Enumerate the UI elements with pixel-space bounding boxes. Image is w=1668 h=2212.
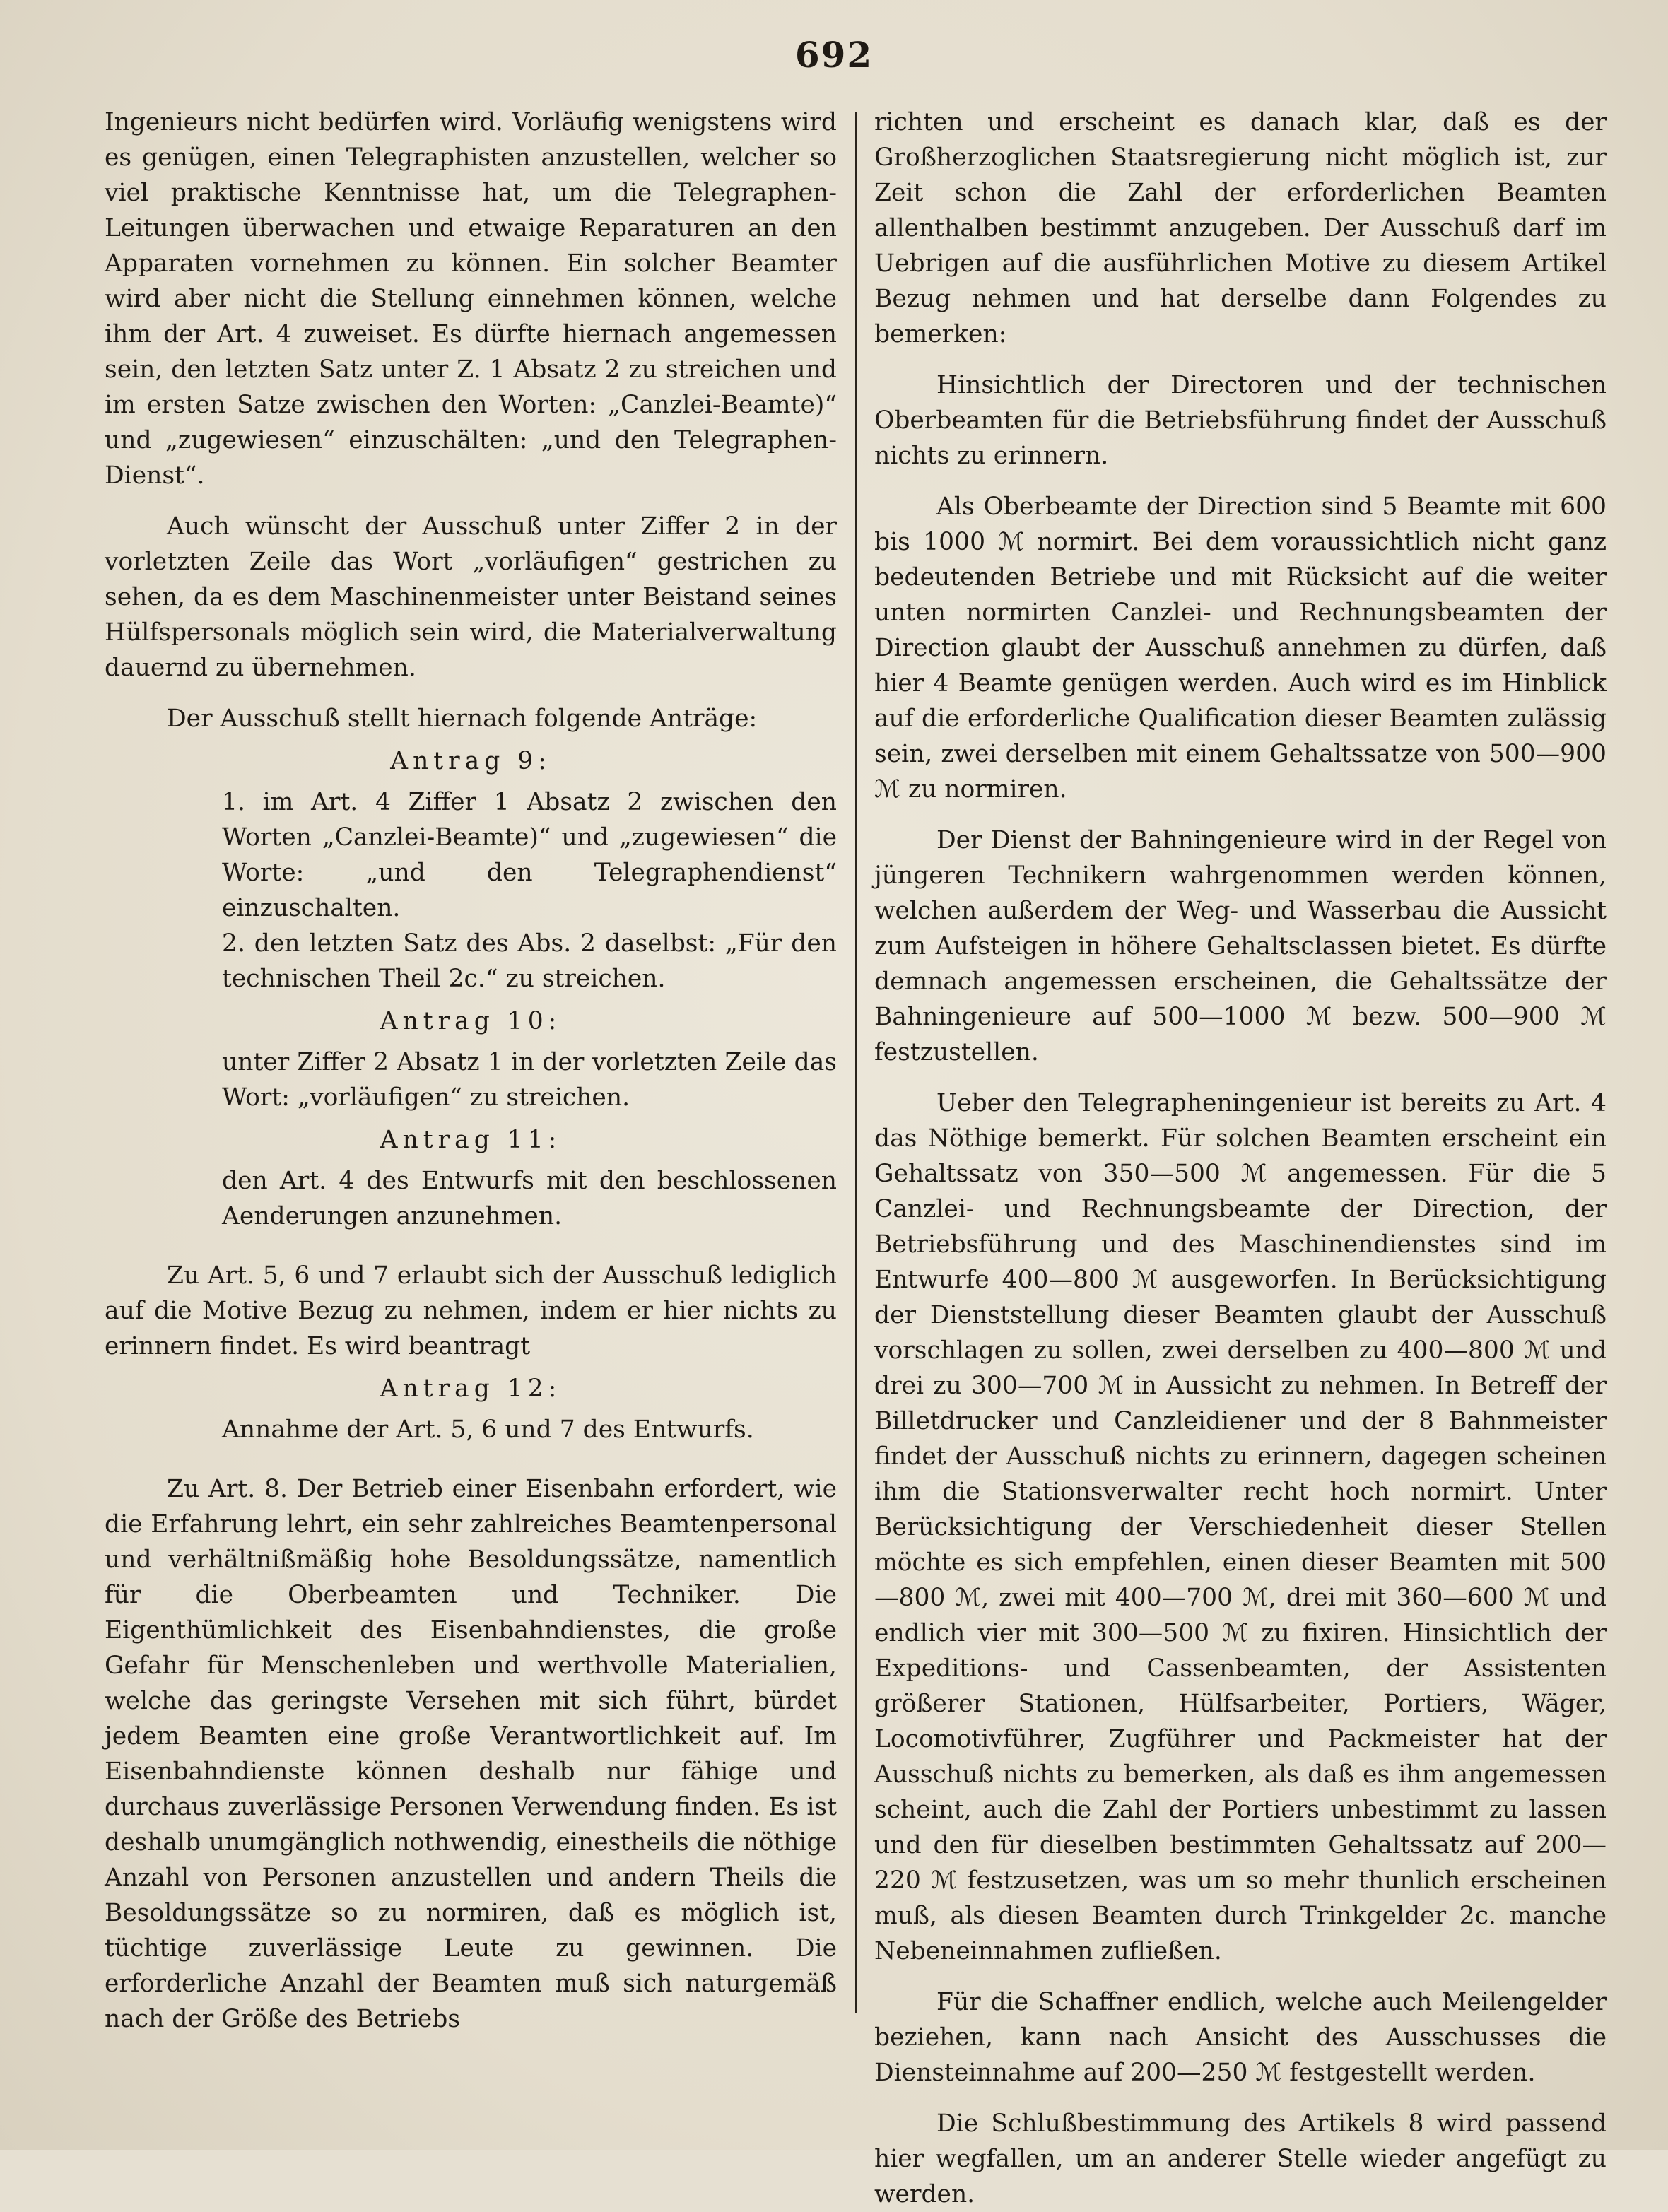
right-paragraph-1: richten und erscheint es danach klar, daß es der Großherzoglichen Staatsregierung nicht möglich ist, zur Zeit schon die Zahl der erforderlichen Beamten allenthalben bestimmt anzugeben. Der Ausschuß darf im Uebrigen auf die ausführlichen Motive zu diesem Artikel Bezug nehmen und hat derselbe dann Folgendes zu bemerken: — [874, 108, 1607, 348]
antrag-9-item-1: 1. im Art. 4 Ziffer 1 Absatz 2 zwischen den Worten „Canzlei-Beamte)“ und „zugewiesen“ die Worte: „und den Telegraphendienst“ einzuschalten. — [222, 788, 837, 922]
antrag-9-item-2: 2. den letzten Satz des Abs. 2 daselbst: „Für den technischen Theil 2c.“ zu streichen. — [222, 929, 837, 993]
page-number: 692 — [794, 34, 874, 76]
left-column — [105, 105, 837, 2037]
right-paragraph-6: Für die Schaffner endlich, welche auch Meilengelder beziehen, kann nach Ansicht des Ausschusses die Diensteinnahme auf 200—250 ℳ festgestellt werden. — [874, 1988, 1607, 2087]
right-paragraph-7: Die Schlußbestimmung des Artikels 8 wird passend hier wegfallen, um an anderer Stelle wieder angefügt zu werden. — [874, 2110, 1607, 2208]
right-paragraph-3: Als Oberbeamte der Direction sind 5 Beamte mit 600 bis 1000 ℳ normirt. Bei dem voraussichtlich nicht ganz bedeutenden Betriebe und mit Rücksicht auf die weiter unten normirten Canzlei- und Rechnungsbeamten der Direction glaubt der Ausschuß annehmen zu dürfen, daß hier 4 Beamte genügen werden. Auch wird es im Hinblick auf die erforderliche Qualification dieser Beamten zulässig sein, zwei derselben mit einem Gehaltssatze von 500—900 ℳ zu normiren. — [874, 493, 1607, 804]
antrag-10-body: unter Ziffer 2 Absatz 1 in der vorletzten Zeile das Wort: „vorläufigen“ zu streichen. — [222, 1048, 837, 1112]
right-paragraph-4: Der Dienst der Bahningenieure wird in der Regel von jüngeren Technikern wahrgenommen werden können, welchen außerdem der Weg- und Wasserbau die Aussicht zum Aufsteigen in höhere Gehaltsclassen bietet. Es dürfte demnach angemessen erscheinen, die Gehaltssätze der Bahningenieure auf 500—1000 ℳ bezw. 500—900 ℳ festzustellen. — [874, 826, 1607, 1066]
antrag-11-body: den Art. 4 des Entwurfs mit den beschlossenen Aenderungen anzunehmen. — [222, 1167, 837, 1230]
antrag-10-heading: Antrag 10: — [380, 1007, 562, 1035]
left-paragraph-1: Ingenieurs nicht bedürfen wird. Vorläufig wenigstens wird es genügen, einen Telegraphisten anzustellen, welcher so viel praktische Kenntnisse hat, um die Telegraphen-Leitungen überwachen und etwaige Reparaturen an den Apparaten vornehmen zu können. Ein solcher Beamter wird aber nicht die Stellung einnehmen können, welche ihm der Art. 4 zuweiset. Es dürfte hiernach angemessen sein, den letzten Satz unter Z. 1 Absatz 2 zu streichen und im ersten Satze zwischen den Worten: „Canzlei-Beamte)“ und „zugewiesen“ einzuschälten: „und den Telegraphen-Dienst“. — [105, 108, 837, 490]
left-paragraph-3: Der Ausschuß stellt hiernach folgende Anträge: — [167, 705, 758, 733]
right-column — [874, 105, 1607, 2212]
antrag-11-heading: Antrag 11: — [380, 1126, 562, 1154]
antrag-9-heading: Antrag 9: — [390, 747, 551, 775]
antrag-12-body: Annahme der Art. 5, 6 und 7 des Entwurfs. — [222, 1416, 754, 1444]
right-paragraph-2: Hinsichtlich der Directoren und der technischen Oberbeamten für die Betriebsführung findet der Ausschuß nichts zu erinnern. — [874, 371, 1607, 470]
left-paragraph-2: Auch wünscht der Ausschuß unter Ziffer 2 in der vorletzten Zeile das Wort „vorläufigen“ gestrichen zu sehen, da es dem Maschinenmeister unter Beistand seines Hülfspersonals möglich sein wird, die Materialverwaltung dauernd zu übernehmen. — [105, 512, 837, 682]
right-paragraph-5: Ueber den Telegrapheningenieur ist bereits zu Art. 4 das Nöthige bemerkt. Für solchen Beamten erscheint ein Gehaltssatz von 350—500 ℳ angemessen. Für die 5 Canzlei- und Rechnungsbeamte der Direction, der Betriebsführung und des Maschinendienstes sind im Entwurfe 400—800 ℳ ausgeworfen. In Berücksichtigung der Dienststellung dieser Beamten glaubt der Ausschuß vorschlagen zu sollen, zwei derselben zu 400—800 ℳ und drei zu 300—700 ℳ in Aussicht zu nehmen. In Betreff der Billetdrucker und Canzleidiener und der 8 Bahnmeister findet der Ausschuß nichts zu erinnern, dagegen scheinen ihm die Stationsverwalter recht hoch normirt. Unter Berücksichtigung der Verschiedenheit dieser Stellen möchte es sich empfehlen, einen dieser Beamten mit 500—800 ℳ, zwei mit 400—700 ℳ, drei mit 360—600 ℳ und endlich vier mit 300—500 ℳ zu fixiren. Hinsichtlich der Expeditions- und Cassenbeamten, der Assistenten größerer Stationen, Hülfsarbeiter, Portiers, Wäger, Locomotivführer, Zugführer und Packmeister hat der Ausschuß nichts zu bemerken, als daß es ihm angemessen scheint, auch die Zahl der Portiers unbestimmt zu lassen und den für dieselben bestimmten Gehaltssatz auf 200—220 ℳ festzusetzen, was um so mehr thunlich erscheinen muß, als diesen Beamten durch Trinkgelder 2c. manche Nebeneinnahmen zufließen. — [874, 1089, 1607, 1965]
antrag-12-heading: Antrag 12: — [380, 1375, 562, 1403]
left-paragraph-4: Zu Art. 5, 6 und 7 erlaubt sich der Ausschuß lediglich auf die Motive Bezug zu nehmen, indem er hier nichts zu erinnern findet. Es wird beantragt — [105, 1261, 837, 1360]
column-divider — [855, 112, 857, 2013]
left-paragraph-5: Zu Art. 8. Der Betrieb einer Eisenbahn erfordert, wie die Erfahrung lehrt, ein sehr zahlreiches Beamtenpersonal und verhältnißmäßig hohe Besoldungssätze, namentlich für die Oberbeamten und Techniker. Die Eigenthümlichkeit des Eisenbahndienstes, die große Gefahr für Menschenleben und werthvolle Materialien, welche das geringste Versehen mit sich führt, bürdet jedem Beamten eine große Verantwortlichkeit auf. Im Eisenbahndienste können deshalb nur fähige und durchaus zuverlässige Personen Verwendung finden. Es ist deshalb unumgänglich nothwendig, einestheils die nöthige Anzahl von Personen anzustellen und andern Theils die Besoldungssätze so zu normiren, daß es möglich ist, tüchtige zuverlässige Leute zu gewinnen. Die erforderliche Anzahl der Beamten muß sich naturgemäß nach der Größe des Betriebs — [105, 1475, 837, 2033]
